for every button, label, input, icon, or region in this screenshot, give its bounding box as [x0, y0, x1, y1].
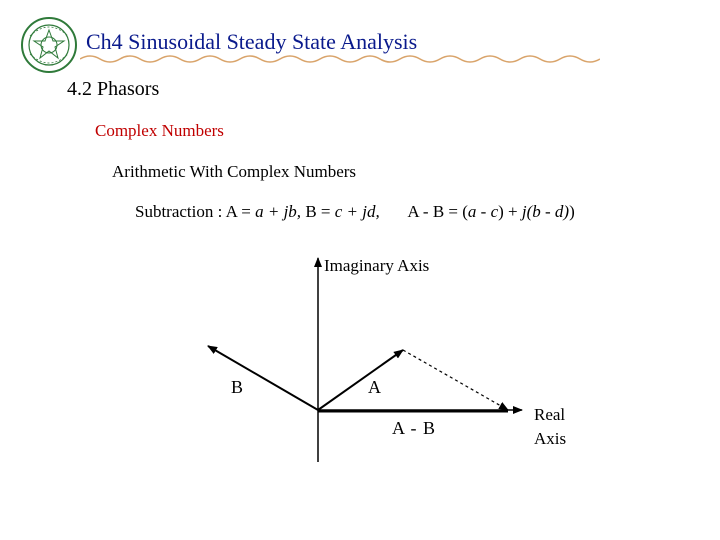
topic-heading: Complex Numbers: [95, 121, 224, 140]
vector-b-label: B: [231, 377, 244, 397]
formula-b-value: c + jd,: [334, 202, 380, 221]
formula-b-eq: B =: [305, 202, 335, 221]
slide-title: Ch4 Sinusoidal Steady State Analysis: [86, 29, 418, 54]
formula-result-eq: A - B = (: [407, 202, 468, 221]
vector-a-arrow: [318, 350, 403, 410]
difference-vector-label: A - B: [392, 418, 437, 438]
vector-b-arrow: [208, 346, 318, 410]
formula-a-eq: A =: [225, 202, 256, 221]
formula-result-close: ): [569, 202, 575, 221]
imaginary-axis-label: Imaginary Axis: [324, 256, 430, 275]
formula-result-real: a - c: [467, 202, 499, 221]
formula-label: Subtraction :: [135, 202, 226, 221]
formula-result-imag: j(b - d): [521, 202, 570, 221]
subtopic-heading: Arithmetic With Complex Numbers: [112, 162, 357, 181]
section-heading: 4.2 Phasors: [67, 78, 160, 100]
formula-a-value: a + jb,: [255, 202, 302, 221]
formula-result-mid: ) +: [498, 202, 522, 221]
vector-a-label: A: [368, 377, 381, 397]
real-axis-label: Real Axis: [534, 405, 567, 448]
difference-dashed-line: [403, 350, 508, 410]
